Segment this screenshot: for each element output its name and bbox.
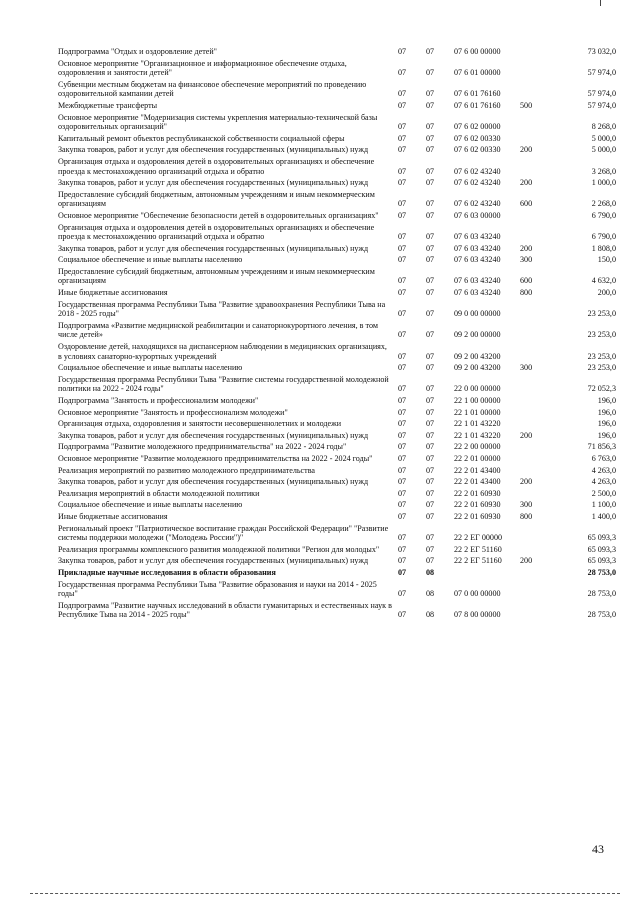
cell-sum: 23 253,0: [587, 309, 616, 319]
cell-sum: 1 000,0: [591, 178, 616, 188]
cell-sum: 23 253,0: [587, 363, 616, 373]
table-row: [58, 395, 616, 407]
cell-sum: 28 753,0: [587, 589, 616, 599]
cell-rz: 07: [398, 68, 407, 78]
cell-rz: 07: [398, 419, 407, 429]
cell-rz: 07: [398, 210, 407, 220]
table-row: [58, 418, 616, 430]
cell-cs: 07 0 00 00000: [454, 589, 501, 599]
table-row: [58, 374, 616, 395]
cell-cs: 22 1 00 00000: [454, 396, 501, 405]
table-row: [58, 189, 616, 210]
cell-sum: 2 268,0: [591, 199, 616, 209]
cell-vr: [520, 441, 560, 453]
cell-pr: 07: [426, 477, 435, 487]
cell-cs: 22 2 01 00000: [454, 453, 501, 463]
cell-rz: 07: [398, 610, 407, 620]
cell-cs: 09 2 00 00000: [454, 330, 501, 340]
cell-name: Основное мероприятие "Организационное и информационное обеспечение отдыха, оздоровления и занятости детей": [58, 58, 347, 78]
cell-pr: 07: [426, 232, 435, 242]
cell-rz: 07: [398, 288, 407, 298]
table-row: [58, 320, 616, 341]
cell-rz: 07: [398, 243, 407, 253]
cell-pr: 07: [426, 89, 435, 99]
cell-rz: 07: [398, 47, 407, 56]
cell-sum: 72 052,3: [587, 384, 616, 394]
cell-vr: [520, 579, 560, 600]
cell-vr: 300: [520, 363, 533, 373]
cell-vr: [520, 453, 560, 465]
cell-cs: 22 1 01 43220: [454, 419, 501, 429]
cell-cs: 07 6 02 43240: [454, 178, 501, 188]
table-row: [58, 177, 616, 189]
cell-name: Реализация мероприятий по развитию молодежного предпринимательства: [58, 465, 315, 475]
table-row: [58, 362, 616, 374]
cell-name: Социальное обеспечение и иные выплаты населению: [58, 255, 243, 265]
table-row: [58, 112, 616, 133]
cell-vr: [520, 488, 560, 500]
cell-cs: 22 2 01 43400: [454, 477, 501, 487]
cell-name: Региональный проект "Патриотическое воспитание граждан Российской Федерации" "Развитие системы поддержки молодежи ("Молодежь России")": [58, 523, 389, 543]
cell-cs: 22 2 01 60930: [454, 488, 501, 498]
cell-cs: 09 2 00 43200: [454, 351, 501, 361]
cell-vr: [520, 418, 560, 430]
cell-vr: [520, 112, 560, 133]
cell-name: Межбюджетные трансферты: [58, 100, 158, 110]
cell-cs: 07 6 03 43240: [454, 288, 501, 298]
table-row: [58, 222, 616, 243]
cell-cs: 07 6 02 00000: [454, 122, 501, 132]
cell-pr: 07: [426, 243, 435, 253]
cell-sum: 1 100,0: [591, 500, 616, 510]
cell-pr: 07: [426, 363, 435, 373]
cell-rz: 07: [398, 430, 407, 440]
cell-name: Закупка товаров, работ и услуг для обеспечения государственных (муниципальных) нужд: [58, 556, 369, 566]
cell-pr: 07: [426, 442, 435, 452]
cell-pr: 07: [426, 430, 435, 440]
cell-vr: [520, 210, 560, 222]
cell-pr: 07: [426, 419, 435, 429]
cell-sum: 2 500,0: [591, 488, 616, 498]
cell-vr: 200: [520, 145, 533, 155]
cell-rz: 07: [398, 500, 407, 510]
cell-rz: 07: [398, 351, 407, 361]
cell-pr: 07: [426, 145, 435, 155]
cell-name: Социальное обеспечение и иные выплаты населению: [58, 500, 243, 510]
table-row: [58, 523, 616, 544]
cell-name: Основное мероприятие "Занятость и профессионализм молодежи": [58, 407, 288, 417]
cell-pr: 07: [426, 122, 435, 132]
cell-vr: 600: [520, 276, 533, 286]
cell-name: Подпрограмма "Отдых и оздоровление детей": [58, 47, 217, 56]
cell-name: Государственная программа Республики Тыва "Развитие системы государственной молодежной политики на 2022 - 2024 годы": [58, 374, 389, 394]
cell-pr: 07: [426, 133, 435, 143]
cell-sum: 28 753,0: [587, 610, 616, 620]
cell-rz: 07: [398, 407, 407, 417]
cell-sum: 57 974,0: [587, 89, 616, 99]
cell-pr: 07: [426, 309, 435, 319]
cell-vr: 200: [520, 243, 533, 253]
cell-cs: 07 6 01 76160: [454, 89, 501, 99]
cell-name: Подпрограмма "Занятость и профессионализм молодежи": [58, 396, 259, 405]
cell-name: Основное мероприятие "Обеспечение безопасности детей в оздоровительных организациях": [58, 210, 379, 220]
table-row: [58, 544, 616, 556]
cell-vr: 800: [520, 288, 533, 298]
table-row: [58, 476, 616, 488]
table-row: [58, 243, 616, 255]
cell-cs: 07 6 01 76160: [454, 100, 501, 110]
cell-cs: 22 1 01 00000: [454, 407, 501, 417]
cell-vr: 200: [520, 430, 533, 440]
cell-sum: 4 263,0: [591, 477, 616, 487]
cell-vr: 500: [520, 100, 533, 110]
cell-rz: 07: [398, 133, 407, 143]
cell-pr: 07: [426, 556, 435, 566]
cell-sum: 6 763,0: [591, 453, 616, 463]
cell-cs: 22 2 00 00000: [454, 442, 501, 452]
cell-cs: 22 2 ЕГ 51160: [454, 544, 502, 554]
cell-rz: 07: [398, 442, 407, 452]
cell-cs: 22 2 01 60930: [454, 500, 501, 510]
cell-cs: 07 6 03 43240: [454, 243, 501, 253]
cell-name: Закупка товаров, работ и услуг для обеспечения государственных (муниципальных) нужд: [58, 477, 369, 487]
cell-cs: 07 6 03 00000: [454, 210, 501, 220]
cell-name: Закупка товаров, работ и услуг для обеспечения государственных (муниципальных) нужд: [58, 243, 369, 253]
cell-rz: 07: [398, 309, 407, 319]
cell-vr: 300: [520, 500, 533, 510]
cell-sum: 57 974,0: [587, 100, 616, 110]
cell-pr: 07: [426, 276, 435, 286]
cell-pr: 07: [426, 330, 435, 340]
cell-cs: 07 6 03 43240: [454, 232, 501, 242]
cell-sum: 28 753,0: [587, 567, 616, 577]
cell-pr: 07: [426, 178, 435, 188]
cell-pr: 07: [426, 544, 435, 554]
cell-vr: [520, 567, 560, 579]
cell-name: Иные бюджетные ассигнования: [58, 288, 168, 298]
cell-pr: 07: [426, 453, 435, 463]
cell-rz: 07: [398, 384, 407, 394]
cell-vr: [520, 222, 560, 243]
cell-sum: 4 263,0: [591, 465, 616, 475]
cell-vr: [520, 374, 560, 395]
page-number: 43: [592, 842, 604, 856]
table-row: [58, 79, 616, 100]
cell-vr: [520, 320, 560, 341]
cell-rz: 07: [398, 166, 407, 176]
cell-sum: 4 632,0: [591, 276, 616, 286]
cell-pr: 07: [426, 465, 435, 475]
cell-pr: 07: [426, 384, 435, 394]
cell-name: Предоставление субсидий бюджетным, автономным учреждениям и иным некоммерческим организациям: [58, 189, 375, 209]
table-row: [58, 254, 616, 266]
cell-sum: 65 093,3: [587, 556, 616, 566]
cell-sum: 196,0: [597, 419, 616, 429]
cell-rz: 07: [398, 145, 407, 155]
cell-name: Оздоровление детей, находящихся на диспансерном наблюдении в медицинских организациях, в условиях санаторно-курортных учреждений: [58, 342, 387, 361]
table-row: [58, 58, 616, 79]
table-row: [58, 441, 616, 453]
cell-pr: 07: [426, 351, 435, 361]
cell-cs: 22 0 00 00000: [454, 384, 501, 394]
cell-vr: [520, 58, 560, 79]
cell-pr: 07: [426, 396, 435, 405]
cell-sum: 65 093,3: [587, 544, 616, 554]
cell-cs: 07 6 02 00330: [454, 145, 501, 155]
cell-rz: 07: [398, 453, 407, 463]
cell-rz: 07: [398, 488, 407, 498]
cell-sum: 23 253,0: [587, 351, 616, 361]
cell-sum: 65 093,3: [587, 533, 616, 543]
cell-name: Капитальный ремонт объектов республиканской собственности социальной сферы: [58, 133, 345, 143]
cell-rz: 07: [398, 276, 407, 286]
table-row: [58, 100, 616, 112]
cell-vr: [520, 79, 560, 100]
cell-vr: 600: [520, 199, 533, 209]
table-row: [58, 407, 616, 419]
budget-table-body: [58, 46, 616, 621]
cell-cs: [454, 567, 520, 579]
cell-name: Реализация программы комплексного развития молодежной политики "Регион для молодых": [58, 544, 380, 554]
cell-rz: 07: [398, 465, 407, 475]
cell-cs: 22 1 01 43220: [454, 430, 501, 440]
cell-vr: [520, 465, 560, 477]
cell-pr: 07: [426, 533, 435, 543]
cell-name: Государственная программа Республики Тыва "Развитие здравоохранения Республики Тыва на 2018 - 2025 годы": [58, 299, 386, 319]
cell-vr: [520, 544, 560, 556]
cell-cs: 22 2 01 60930: [454, 511, 501, 521]
cell-sum: 3 268,0: [591, 166, 616, 176]
table-row: [58, 299, 616, 320]
cell-rz: 07: [398, 363, 407, 373]
cell-vr: 200: [520, 556, 533, 566]
cell-pr: 07: [426, 100, 435, 110]
table-row: [58, 600, 616, 621]
cell-pr: 07: [426, 511, 435, 521]
cell-vr: 800: [520, 511, 533, 521]
cell-cs: 07 6 03 43240: [454, 255, 501, 265]
table-row: [58, 453, 616, 465]
cell-sum: 57 974,0: [587, 68, 616, 78]
cell-sum: 1 808,0: [591, 243, 616, 253]
table-row: [58, 133, 616, 145]
table-row: [58, 579, 616, 600]
table-row: [58, 287, 616, 299]
cell-cs: 07 6 01 00000: [454, 68, 501, 78]
table-row: [58, 46, 616, 58]
cell-vr: [520, 46, 560, 58]
cell-sum: 8 268,0: [591, 122, 616, 132]
cell-rz: 07: [398, 396, 407, 405]
cell-sum: 196,0: [597, 430, 616, 440]
table-row: [58, 488, 616, 500]
cell-sum: 5 000,0: [591, 145, 616, 155]
cell-name: Организация отдыха и оздоровления детей в оздоровительных организациях и обеспечение проезда к местонахождению организаций отдыха и обратно: [58, 156, 375, 176]
cell-sum: 6 790,0: [591, 232, 616, 242]
cell-vr: 300: [520, 255, 533, 265]
scan-mark: [600, 0, 601, 6]
cell-name: Иные бюджетные ассигнования: [58, 511, 168, 521]
cell-rz: 07: [398, 178, 407, 188]
cell-vr: [520, 156, 560, 177]
cell-rz: 07: [398, 232, 407, 242]
cell-cs: 22 2 ЕГ 00000: [454, 533, 503, 543]
cell-name: Закупка товаров, работ и услуг для обеспечения государственных (муниципальных) нужд: [58, 430, 369, 440]
cell-pr: 07: [426, 500, 435, 510]
table-row: [58, 499, 616, 511]
cell-sum: 1 400,0: [591, 511, 616, 521]
cell-rz: 07: [398, 567, 407, 577]
cell-pr: 07: [426, 210, 435, 220]
cell-vr: [520, 523, 560, 544]
cell-sum: 6 790,0: [591, 210, 616, 220]
cell-name: Реализация мероприятий в области молодежной политики: [58, 488, 260, 498]
cell-rz: 07: [398, 255, 407, 265]
cell-name: Социальное обеспечение и иные выплаты населению: [58, 363, 243, 373]
cell-sum: 23 253,0: [587, 330, 616, 340]
table-row: [58, 341, 616, 362]
table-row: [58, 567, 616, 579]
cell-pr: 07: [426, 166, 435, 176]
cell-vr: [520, 133, 560, 145]
cell-pr: 08: [426, 610, 435, 620]
budget-table: [58, 46, 616, 621]
cell-name: Закупка товаров, работ и услуг для обеспечения государственных (муниципальных) нужд: [58, 178, 369, 188]
cell-vr: [520, 407, 560, 419]
table-row: [58, 465, 616, 477]
cell-name: Закупка товаров, работ и услуг для обеспечения государственных (муниципальных) нужд: [58, 145, 369, 155]
cell-rz: 07: [398, 89, 407, 99]
table-row: [58, 430, 616, 442]
cell-cs: 22 2 ЕГ 51160: [454, 556, 502, 566]
cell-vr: [520, 600, 560, 621]
bottom-scan-line: [30, 893, 620, 894]
cell-rz: 07: [398, 199, 407, 209]
cell-cs: 07 6 02 43240: [454, 199, 501, 209]
cell-cs: 22 2 01 43400: [454, 465, 501, 475]
cell-rz: 07: [398, 589, 407, 599]
cell-sum: 200,0: [597, 288, 616, 298]
cell-rz: 07: [398, 330, 407, 340]
cell-sum: 196,0: [597, 407, 616, 417]
table-row: [58, 156, 616, 177]
table-row: [58, 511, 616, 523]
cell-name: Прикладные научные исследования в области образования: [58, 567, 276, 577]
cell-cs: 07 6 02 43240: [454, 166, 501, 176]
table-row: [58, 210, 616, 222]
cell-rz: 07: [398, 511, 407, 521]
cell-vr: 200: [520, 477, 533, 487]
cell-name: Организация отдыха и оздоровления детей в оздоровительных организациях и обеспечение проезда к местонахождению организаций отдыха и обратно: [58, 222, 375, 242]
cell-name: Организация отдыха, оздоровления и занятости несовершеннолетних и молодежи: [58, 419, 342, 429]
cell-pr: 07: [426, 47, 435, 56]
cell-sum: 71 856,3: [587, 442, 616, 452]
cell-pr: 08: [426, 567, 435, 577]
cell-cs: 07 6 03 43240: [454, 276, 501, 286]
cell-pr: 07: [426, 68, 435, 78]
cell-name: Государственная программа Республики Тыва "Развитие образования и науки на 2014 - 2025 годы": [58, 579, 377, 599]
cell-name: Подпрограмма "Развитие научных исследований в области гуманитарных и естественных наук в Республике Тыва на 2014 - 2025 годы": [58, 600, 392, 620]
cell-cs: 07 6 02 00330: [454, 133, 501, 143]
cell-cs: 09 0 00 00000: [454, 309, 501, 319]
cell-cs: 09 2 00 43200: [454, 363, 501, 373]
cell-rz: 07: [398, 122, 407, 132]
cell-rz: 07: [398, 544, 407, 554]
cell-cs: 07 6 00 00000: [454, 47, 501, 56]
cell-pr: 07: [426, 288, 435, 298]
table-row: [58, 266, 616, 287]
cell-name: Предоставление субсидий бюджетным, автономным учреждениям и иным некоммерческим организациям: [58, 266, 375, 286]
cell-name: Основное мероприятие "Развитие молодежного предпринимательства на 2022 - 2024 годы": [58, 453, 373, 463]
cell-pr: 07: [426, 199, 435, 209]
cell-sum: 73 032,0: [587, 47, 616, 56]
cell-vr: [520, 299, 560, 320]
cell-sum: 5 000,0: [591, 133, 616, 143]
table-row: [58, 144, 616, 156]
cell-rz: 07: [398, 556, 407, 566]
cell-pr: 08: [426, 589, 435, 599]
cell-name: Подпрограмма «Развитие медицинской реабилитации и санаторнокурортного лечения, в том числе детей»: [58, 320, 378, 340]
cell-sum: 150,0: [597, 255, 616, 265]
cell-pr: 07: [426, 255, 435, 265]
cell-rz: 07: [398, 533, 407, 543]
cell-name: Подпрограмма "Развитие молодежного предпринимательства" на 2022 - 2024 годы": [58, 442, 347, 452]
cell-name: Субвенции местным бюджетам на финансовое обеспечение мероприятий по проведению оздоровительной кампании детей: [58, 79, 367, 99]
cell-vr: [520, 341, 560, 362]
cell-pr: 07: [426, 407, 435, 417]
cell-pr: 07: [426, 488, 435, 498]
cell-cs: 07 8 00 00000: [454, 610, 501, 620]
table-row: [58, 555, 616, 567]
cell-vr: [520, 395, 560, 407]
cell-rz: 07: [398, 100, 407, 110]
cell-sum: 196,0: [597, 396, 616, 405]
cell-vr: 200: [520, 178, 533, 188]
cell-rz: 07: [398, 477, 407, 487]
cell-name: Основное мероприятие "Модернизация системы укрепления материально-технической базы оздоровительных организаций": [58, 112, 378, 132]
